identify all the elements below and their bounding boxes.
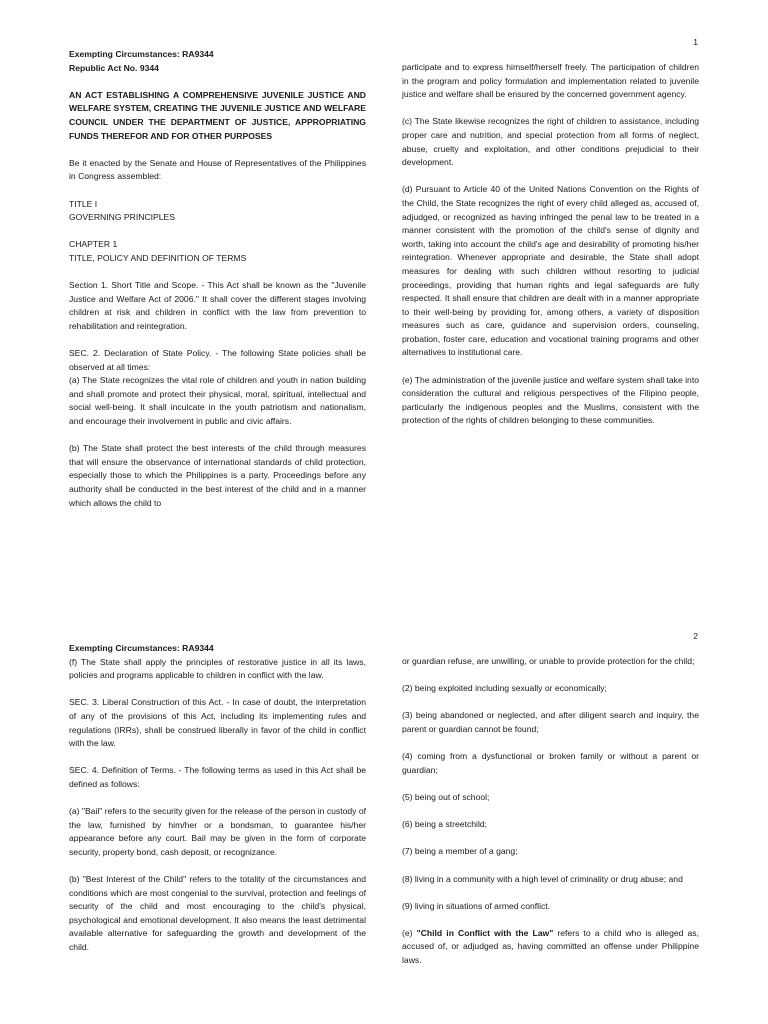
section-2-d: (d) Pursuant to Article 40 of the United Nations Convention on the Rights of the Child, the State recognizes the right of every child alleged as, accused of, adjudged, or recognized as having infringed the penal law to be treated in a manner consistent with the promotion of the child's sense of dignity and worth, taking into account the child's age and desirability of promoting his/her reintegration. Whenever appropriate and desirable, the State shall adopt measures for dealing with such children without resorting to judicial proceedings, providing that human rights and legal safeguards are fully respected. It shall ensure that children are dealt with in a manner appropriate to their well-being by providing for, among others, a variety of disposition measures such as care, guidance and supervision orders, counseling, probation, foster care, education and vocational training programs and other alternatives to institutional care. (402, 184, 699, 358)
list-item: (2) being exploited including sexually or economically; (402, 683, 607, 694)
list-continued: or guardian refuse, are unwilling, or unable to provide protection for the child; (402, 656, 695, 666)
section-2-b: (b) The State shall protect the best interests of the child through measures that will ensure the observance of international standards of child protection, especially those to which the Philippines is a party. Proceedings before any authority shall be conducted in the best interest of the child and in a manner which allows the child to (69, 443, 366, 508)
enacting-clause: Be it enacted by the Senate and House of Representatives of the Philippines in Congress assembled: (69, 157, 366, 182)
section-3: SEC. 3. Liberal Construction of this Act. - In case of doubt, the interpretation of any of the provisions of this Act, including its implementing rules and regulations (IRRs), shall be construed liberally in favor of the child in conflict with the law. (69, 697, 366, 749)
section-2-c: (c) The State likewise recognizes the right of children to assistance, including proper care and nutrition, and special protection from all forms of neglect, abuse, cruelty and exploitation, and other conditions prejudicial to their development. (402, 116, 699, 168)
definition-best-interest: (b) "Best Interest of the Child" refers to the totality of the circumstances and conditions which are most congenial to the survival, protection and feelings of security of the child and most encouraging to the child's physical, psychological and emotional development. It also means the least detrimental available alternative for safeguarding the growth and development of the child. (69, 874, 366, 953)
definition-bail: (a) "Bail" refers to the security given for the release of the person in custody of the law, furnished by him/her or a bondsman, to guarantee his/her appearance before any court. Bail may be given in the form of corporate security, property bond, cash deposit, or recognizance. (69, 806, 367, 857)
list-item: (9) living in situations of armed conflict. (402, 900, 551, 911)
section-4-intro: SEC. 4. Definition of Terms. - The following terms as used in this Act shall be defined as follows: (69, 765, 366, 789)
chapter-heading: CHAPTER 1 (69, 239, 118, 250)
list-item: (5) being out of school; (402, 791, 490, 802)
document-header-title: Exempting Circumstances: RA9344 (69, 49, 214, 59)
section-1: Section 1. Short Title and Scope. - This Act shall be known as the "Juvenile Justice and Welfare Act of 2006." It shall cover the different stages involving children at risk and children in conflict with the law from prevention to rehabilitation and reintegration. (69, 280, 366, 331)
list-item: (6) being a streetchild; (402, 819, 488, 830)
right-column (402, 61, 699, 442)
list-item: (3) being abandoned or neglected, and after diligent search and inquiry, the parent or guardian cannot be found; (402, 710, 699, 734)
section-2-f: (f) The State shall apply the principles of restorative justice in all its laws, policies and programs applicable to children in conflict with the law. (69, 656, 366, 681)
title-name: GOVERNING PRINCIPLES (69, 212, 176, 223)
right-column (402, 655, 699, 981)
section-2-b-continued: participate and to express himself/herself freely. The participation of children in the program and policy formulation and implementation related to juvenile justice and welfare shall be ensured by the concerned government agency. (402, 62, 699, 100)
list-item: (7) being a member of a gang; (402, 846, 518, 857)
document-page-2 (0, 620, 768, 1024)
list-item: (8) living in a community with a high level of criminality or drug abuse; and (402, 873, 683, 884)
left-column (69, 48, 366, 512)
definition-child-in-conflict (402, 927, 699, 968)
title-heading: TITLE I (69, 198, 98, 209)
act-number: Republic Act No. 9344 (69, 62, 159, 73)
definition-prefix: (e) (402, 927, 417, 938)
list-item: (4) coming from a dysfunctional or broken family or without a parent or guardian; (402, 751, 699, 775)
definition-text: refers to a child who is alleged as, accused of, or adjudged as, having committed an offense under Philippine laws. (402, 927, 699, 966)
section-2-intro: SEC. 2. Declaration of State Policy. - The following State policies shall be observed at all times: (69, 348, 366, 372)
chapter-name: TITLE, POLICY AND DEFINITION OF TERMS (69, 252, 247, 263)
section-2-a: (a) The State recognizes the vital role of children and youth in nation building and shall promote and protect their physical, moral, spiritual, intellectual and social well-being. It shall inculcate in the youth patriotism and nationalism, and encourage their involvement in public and civic affairs. (69, 375, 366, 427)
document-header-title: Exempting Circumstances: RA9344 (69, 643, 214, 653)
left-column (69, 642, 366, 968)
section-2-e: (e) The administration of the juvenile justice and welfare system shall take into consideration the cultural and religious perspectives of the Filipino people, particularly the indigenous peoples and the Muslims, consistent with the protection of the rights of children belonging to these communities. (402, 374, 699, 426)
definition-term: "Child in Conflict with the Law" (416, 927, 554, 938)
page-number: 1 (693, 37, 698, 47)
page-number: 2 (693, 631, 698, 641)
act-title: AN ACT ESTABLISHING A COMPREHENSIVE JUVENILE JUSTICE AND WELFARE SYSTEM, CREATING THE JUVENILE JUSTICE AND WELFARE COUNCIL UNDER THE DEPARTMENT OF JUSTICE, APPROPRIATING FUNDS THEREFOR AND FOR OTHER PURPOSES (69, 89, 366, 141)
